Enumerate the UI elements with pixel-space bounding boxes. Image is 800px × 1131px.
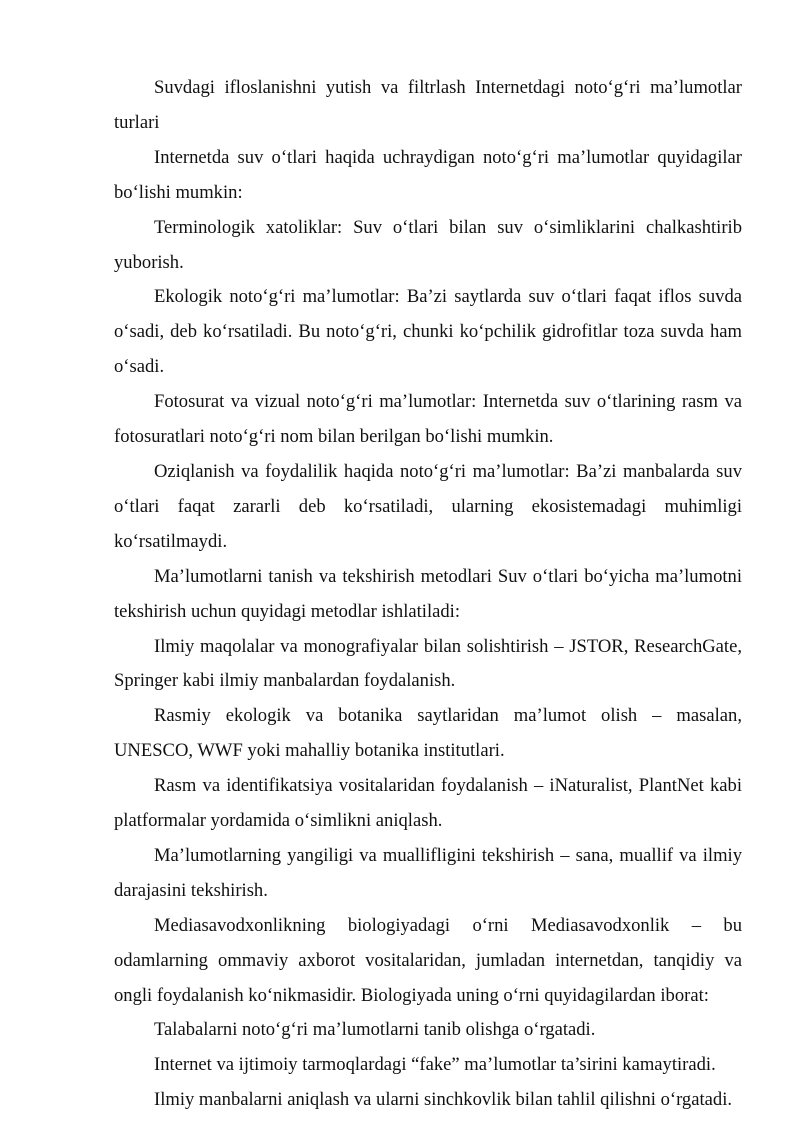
paragraph-media-literacy: Mediasavodxonlikning biologiyadagi o‘rni Mediasavodxonlik – bu odamlarning ommaviy axborot vositalaridan, jumladan internetdan, tanqidiy va ongli foydalanish ko‘nikmasidir. Biologiyada uning o‘rni quyidagilardan iborat: [114,914,742,1006]
paragraph-official-sites: Rasmiy ekologik va botanika saytlaridan ma’lumot olish – masalan, UNESCO, WWF yoki mahalliy botanika institutlari. [114,705,742,762]
paragraph-scientific-articles: Ilmiy maqolalar va monografiyalar bilan solishtirish – JSTOR, ResearchGate, Springer kabi ilmiy manbalardan foydalanish. [114,635,742,692]
paragraph-misinformation-intro: Internetda suv o‘tlari haqida uchraydigan noto‘g‘ri ma’lumotlar quyidagilar bo‘lishi mumkin: [114,146,742,203]
paragraph-identification-tools: Rasm va identifikatsiya vositalaridan foydalanish – iNaturalist, PlantNet kabi platformalar yordamida o‘simlikni aniqlash. [114,775,742,832]
paragraph-reduce-fake: Internet va ijtimoiy tarmoqlardagi “fake” ma’lumotlar ta’sirini kamaytiradi. [154,1054,716,1076]
paragraph-authorship-check: Ma’lumotlarning yangiligi va muallifligini tekshirish – sana, muallif va ilmiy darajasini tekshirish. [114,844,742,901]
paragraph-heading-water-pollution: Suvdagi ifloslanishni yutish va filtrlash Internetdagi noto‘g‘ri ma’lumotlar turlari [114,77,742,133]
paragraph-analyze-sources: Ilmiy manbalarni aniqlash va ularni sinchkovlik bilan tahlil qilishni o‘rgatadi. [154,1089,733,1111]
paragraph-verification-methods: Ma’lumotlarni tanish va tekshirish metodlari Suv o‘tlari bo‘yicha ma’lumotni tekshirish uchun quyidagi metodlar ishlatiladi: [114,565,742,622]
paragraph-terminological-errors: Terminologik xatoliklar: Suv o‘tlari bilan suv o‘simliklarini chalkashtirib yuborish. [114,216,742,273]
paragraph-ecological-errors: Ekologik noto‘g‘ri ma’lumotlar: Ba’zi saytlarda suv o‘tlari faqat iflos suvda o‘sadi, deb ko‘rsatiladi. Bu noto‘g‘ri, chunki ko‘pchilik gidrofitlar toza suvda ham o‘sadi. [114,286,742,378]
paragraph-photo-errors: Fotosurat va vizual noto‘g‘ri ma’lumotlar: Internetda suv o‘tlarining rasm va fotosuratlari noto‘g‘ri nom bilan berilgan bo‘lishi mumkin. [114,391,742,448]
paragraph-recognize-misinformation: Talabalarni noto‘g‘ri ma’lumotlarni tanib olishga o‘rgatadi. [154,1019,596,1041]
document-page [114,71,742,1118]
paragraph-nutrition-errors: Oziqlanish va foydalilik haqida noto‘g‘ri ma’lumotlar: Ba’zi manbalarda suv o‘tlari faqat zararli deb ko‘rsatiladi, ularning ekosistemadagi muhimligi ko‘rsatilmaydi. [114,460,742,552]
